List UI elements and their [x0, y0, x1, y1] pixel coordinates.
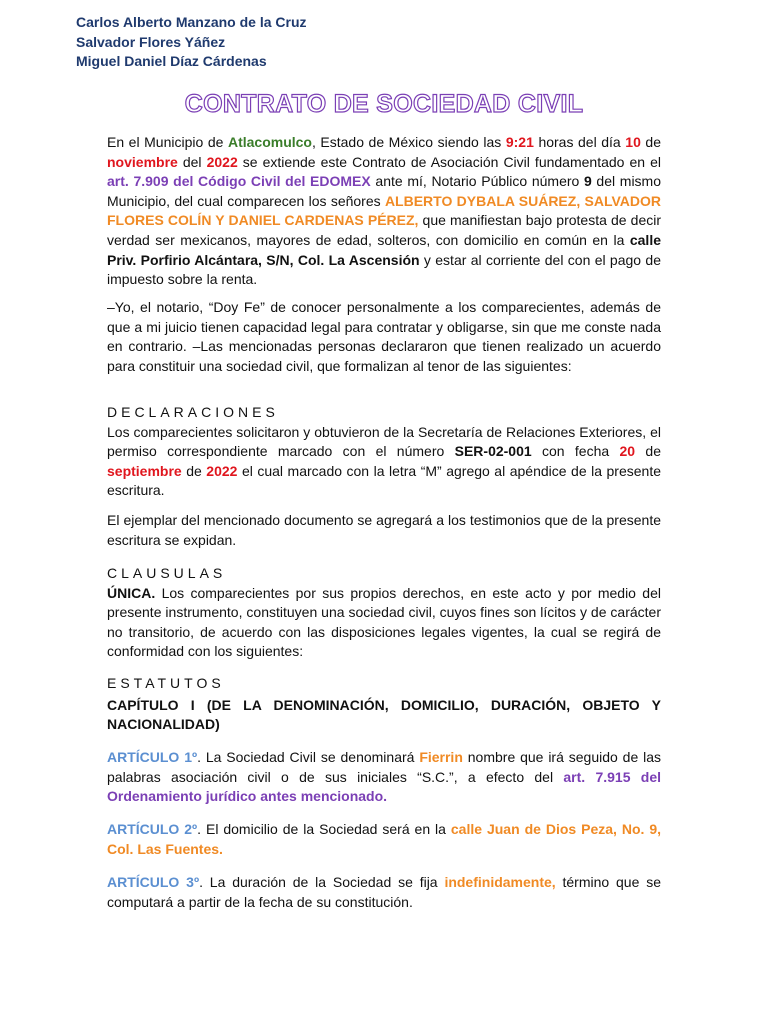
text: que manifiestan bajo protesta de decir verdad ser mexicanos, mayores de edad, solteros, con domicilio en común en la — [107, 212, 662, 248]
articulo-ref: art. 7.909 del Código Civil del EDOMEX — [107, 173, 371, 190]
articulo-1 — [107, 748, 661, 807]
mes: septiembre — [107, 462, 182, 479]
author-name: Carlos Alberto Manzano de la Cruz — [76, 14, 307, 30]
text: del mismo Municipio, del cual comparecen los señores — [107, 173, 662, 209]
section-estatutos — [107, 674, 661, 735]
heading-estatutos: ESTATUTOS — [107, 675, 225, 691]
text: del — [177, 153, 207, 170]
domicilio-comun: calle Priv. Porfirio Alcántara, S/N, Col. La Ascensión — [107, 231, 661, 268]
text: de — [181, 462, 207, 479]
articulo-label: ARTÍCULO 2º — [107, 821, 198, 837]
document-title: CONTRATO DE SOCIEDAD CIVIL — [184, 90, 584, 118]
text: nombre que irá seguido de las palabras asociación civil o de sus iniciales “S.C.”, a efecto del — [107, 749, 661, 785]
text: Los comparecientes solicitaron y obtuvieron de la Secretaría de Relaciones Exteriores, el permiso correspondiente marcado con el número — [107, 423, 661, 460]
text: de — [635, 443, 662, 460]
text: horas del día — [533, 134, 626, 150]
articulo-label: ARTÍCULO 1º — [107, 749, 198, 765]
domicilio-sociedad: calle Juan de Dios Peza, No. 9, Col. Las Fuentes. — [107, 821, 661, 857]
paragraph-fe — [107, 298, 661, 376]
text: de — [640, 134, 661, 150]
paragraph-ejemplar — [107, 511, 661, 550]
text: . La Sociedad Civil se denominará — [197, 749, 420, 765]
text: se extiende este Contrato de Asociación Civil fundamentado en el — [237, 153, 662, 170]
articulo-2 — [107, 820, 661, 859]
municipio: Atlacomulco — [227, 134, 312, 150]
text: En el Municipio de — [107, 134, 228, 150]
section-declaraciones — [107, 403, 661, 501]
text: con fecha — [531, 443, 620, 460]
dia: 20 — [619, 443, 636, 460]
mes: noviembre — [107, 153, 178, 170]
text: ante mí, Notario Público número — [370, 173, 584, 190]
articulo-label: ARTÍCULO 3º — [107, 874, 200, 890]
heading-clausulas: CLAUSULAS — [107, 565, 227, 581]
paragraph-text: –Yo, el notario, “Doy Fe” de conocer personalmente a los comparecientes, además de que a mi juicio tienen capacidad legal para contratar y obligarse, sin que me conste nada en contrario. –Las mencionadas personas declararon que tienen realizado un acuerdo para constituir una sociedad civil, que formalizan al tenor de las siguientes: — [107, 299, 661, 374]
anio: 2022 — [206, 153, 238, 170]
duracion: indefinidamente, — [444, 874, 556, 890]
author-list — [76, 13, 307, 72]
text: . El domicilio de la Sociedad será en la — [197, 821, 451, 837]
dia: 10 — [625, 134, 641, 150]
text: el cual marcado con la letra “M” agrego al apéndice de la presente escritura. — [107, 462, 661, 499]
text: y estar al corriente del con el pago de impuesto sobre la renta. — [107, 251, 661, 288]
author-name: Miguel Daniel Díaz Cárdenas — [76, 53, 267, 69]
capitulo-heading: CAPÍTULO I (DE LA DENOMINACIÓN, DOMICILIO, DURACIÓN, OBJETO Y NACIONALIDAD) — [107, 696, 661, 733]
text: , Estado de México siendo las — [311, 134, 506, 150]
senores-names: ALBERTO DYBALA SUÁREZ, SALVADOR FLORES COLÍN Y DANIEL CARDENAS PÉREZ, — [107, 192, 661, 229]
text: Los comparecientes por sus propios derechos, en este acto y por medio del presente instrumento, constituyen una sociedad civil, cuyos fines son lícitos y de carácter no transitorio, de acuerdo con las disposiciones legales vigentes, la cual se regirá de conformidad con los siguientes: — [107, 584, 661, 660]
articulo-ref: art. 7.915 del Ordenamiento jurídico antes mencionado. — [107, 768, 662, 805]
hora: 9:21 — [505, 134, 534, 150]
paragraph-intro — [107, 133, 661, 290]
author-name: Salvador Flores Yáñez — [76, 33, 226, 50]
unica-label: ÚNICA. — [107, 584, 156, 601]
paragraph-text: El ejemplar del mencionado documento se agregará a los testimonios que de la presente escritura se expidan. — [107, 512, 661, 548]
articulo-3 — [107, 873, 661, 912]
text: término que se computará a partir de la fecha de su constitución. — [107, 874, 662, 910]
section-clausulas — [107, 564, 661, 662]
notario-numero: 9 — [583, 173, 592, 190]
sociedad-nombre: Fierrin — [419, 749, 463, 765]
permiso-numero: SER-02-001 — [454, 443, 532, 460]
text: . La duración de la Sociedad se fija — [199, 874, 445, 890]
anio: 2022 — [206, 462, 238, 479]
heading-declaraciones: DECLARACIONES — [107, 404, 279, 420]
